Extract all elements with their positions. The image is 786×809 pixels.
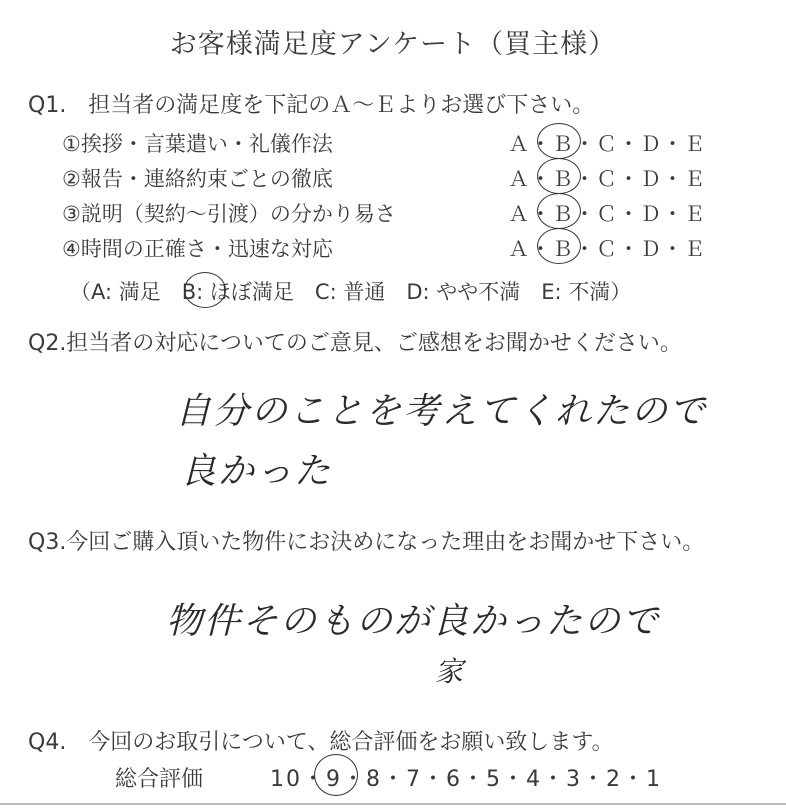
q1-question: Q1. 担当者の満足度を下記のＡ～Ｅよりお選び下さい。 — [28, 93, 595, 118]
q1-legend-b-circle — [184, 272, 226, 308]
q4-question: Q4. 今回のお取引について、総合評価をお願い致します。 — [28, 730, 614, 755]
q1-item-3-selected-circle — [537, 193, 581, 229]
q1-item-1-selected-circle — [537, 123, 581, 159]
q1-item-4-label: ④時間の正確さ・迅速な対応 — [62, 237, 333, 261]
page-title: お客様満足度アンケート（買主様） — [169, 29, 617, 60]
q1-item-2-selected-circle — [537, 158, 581, 194]
q1-item-1-choices: Ａ・Ｂ・Ｃ・Ｄ・Ｅ — [508, 132, 706, 156]
q3-handwritten-answer-line1: 物件そのものが良かったので — [166, 601, 661, 642]
q4-rating-scale: 10・9・8・7・6・5・4・3・2・1 — [270, 767, 662, 792]
q1-legend: （A: 満足 B: ほぼ満足 C: 普通 D: やや不満 E: 不満） — [70, 280, 632, 304]
q3-handwritten-correction: 家 — [435, 655, 466, 688]
q4-rating-label: 総合評価 — [115, 767, 204, 792]
q3-question: Q3.今回ご購入頂いた物件にお決めになった理由をお聞かせ下さい。 — [28, 530, 705, 555]
q1-item-4-selected-circle — [537, 228, 581, 264]
q1-item-1-label: ①挨拶・言葉遣い・礼儀作法 — [62, 132, 333, 156]
q2-handwritten-answer-line2: 良かった — [180, 451, 333, 492]
q1-item-3-label: ③説明（契約～引渡）の分かり易さ — [62, 202, 396, 226]
q2-handwritten-answer-line1: 自分のことを考えてくれたので — [175, 391, 708, 432]
q2-question: Q2.担当者の対応についてのご意見、ご感想をお聞かせください。 — [28, 331, 682, 356]
q1-item-2-label: ②報告・連絡約束ごとの徹底 — [62, 167, 333, 191]
bottom-divider — [0, 803, 786, 805]
q1-item-3-choices: Ａ・Ｂ・Ｃ・Ｄ・Ｅ — [508, 202, 706, 226]
q1-item-2-choices: Ａ・Ｂ・Ｃ・Ｄ・Ｅ — [508, 167, 706, 191]
q1-item-4-choices: Ａ・Ｂ・Ｃ・Ｄ・Ｅ — [508, 237, 706, 261]
q4-selected-rating-circle — [314, 754, 358, 796]
